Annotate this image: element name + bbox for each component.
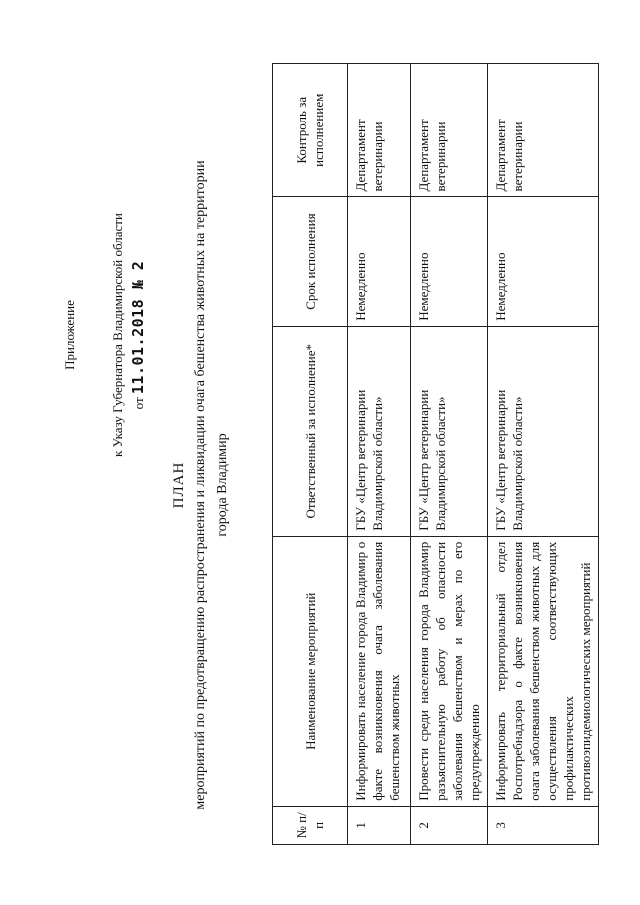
table-row (348, 64, 411, 845)
header-name: Наименование мероприятий (273, 536, 348, 806)
row-term: Немедленно (348, 197, 411, 326)
row-name: Провести среди населения города Владимир разъяснительную работу об опасности заболевания бешенством и мерах по его предупреждению (411, 536, 488, 806)
row-responsible: ГБУ «Центр ветеринарии Владимирской области» (348, 326, 411, 536)
appendix-label: Приложение (62, 300, 77, 370)
row-name: Информировать территориальный отдел Роспотребнадзора о факте возникновения очага заболевания бешенством животных для осуществления соответствующих профилактических противоэпидемиологических мероприятий (488, 536, 599, 806)
row-term: Немедленно (488, 197, 599, 326)
table-header-row (273, 64, 348, 845)
header-control: Контроль за исполнением (273, 64, 348, 197)
document-heading (168, 105, 234, 865)
plan-title: ПЛАН (171, 461, 187, 509)
appendix-decree-ref: к Указу Губернатора Владимирской области (110, 213, 125, 457)
row-name: Информировать население города Владимир о факте возникновения очага заболевания бешенством животных (348, 536, 411, 806)
plan-subtitle-line1: мероприятий по предотвращению распространения и ликвидации очага бешенства животных на территории (193, 160, 208, 810)
date-prefix: от (131, 397, 146, 410)
appendix-date-row (128, 55, 149, 615)
row-num: 2 (411, 806, 488, 844)
row-term: Немедленно (411, 197, 488, 326)
row-control: Департамент ветеринарии (488, 64, 599, 197)
table-row (411, 64, 488, 845)
appendix-header (60, 55, 149, 615)
header-num: № п/п (273, 806, 348, 844)
row-control: Департамент ветеринарии (348, 64, 411, 197)
row-num: 1 (348, 806, 411, 844)
decree-date: 11.01.2018 № 2 (129, 260, 147, 395)
row-responsible: ГБУ «Центр ветеринарии Владимирской области» (488, 326, 599, 536)
plan-table (272, 63, 599, 845)
table-row (488, 64, 599, 845)
row-responsible: ГБУ «Центр ветеринарии Владимирской области» (411, 326, 488, 536)
row-control: Департамент ветеринарии (411, 64, 488, 197)
row-num: 3 (488, 806, 599, 844)
plan-subtitle-line2: города Владимир (215, 433, 230, 537)
header-responsible: Ответственный за исполнение* (273, 326, 348, 536)
header-term: Срок исполнения (273, 197, 348, 326)
